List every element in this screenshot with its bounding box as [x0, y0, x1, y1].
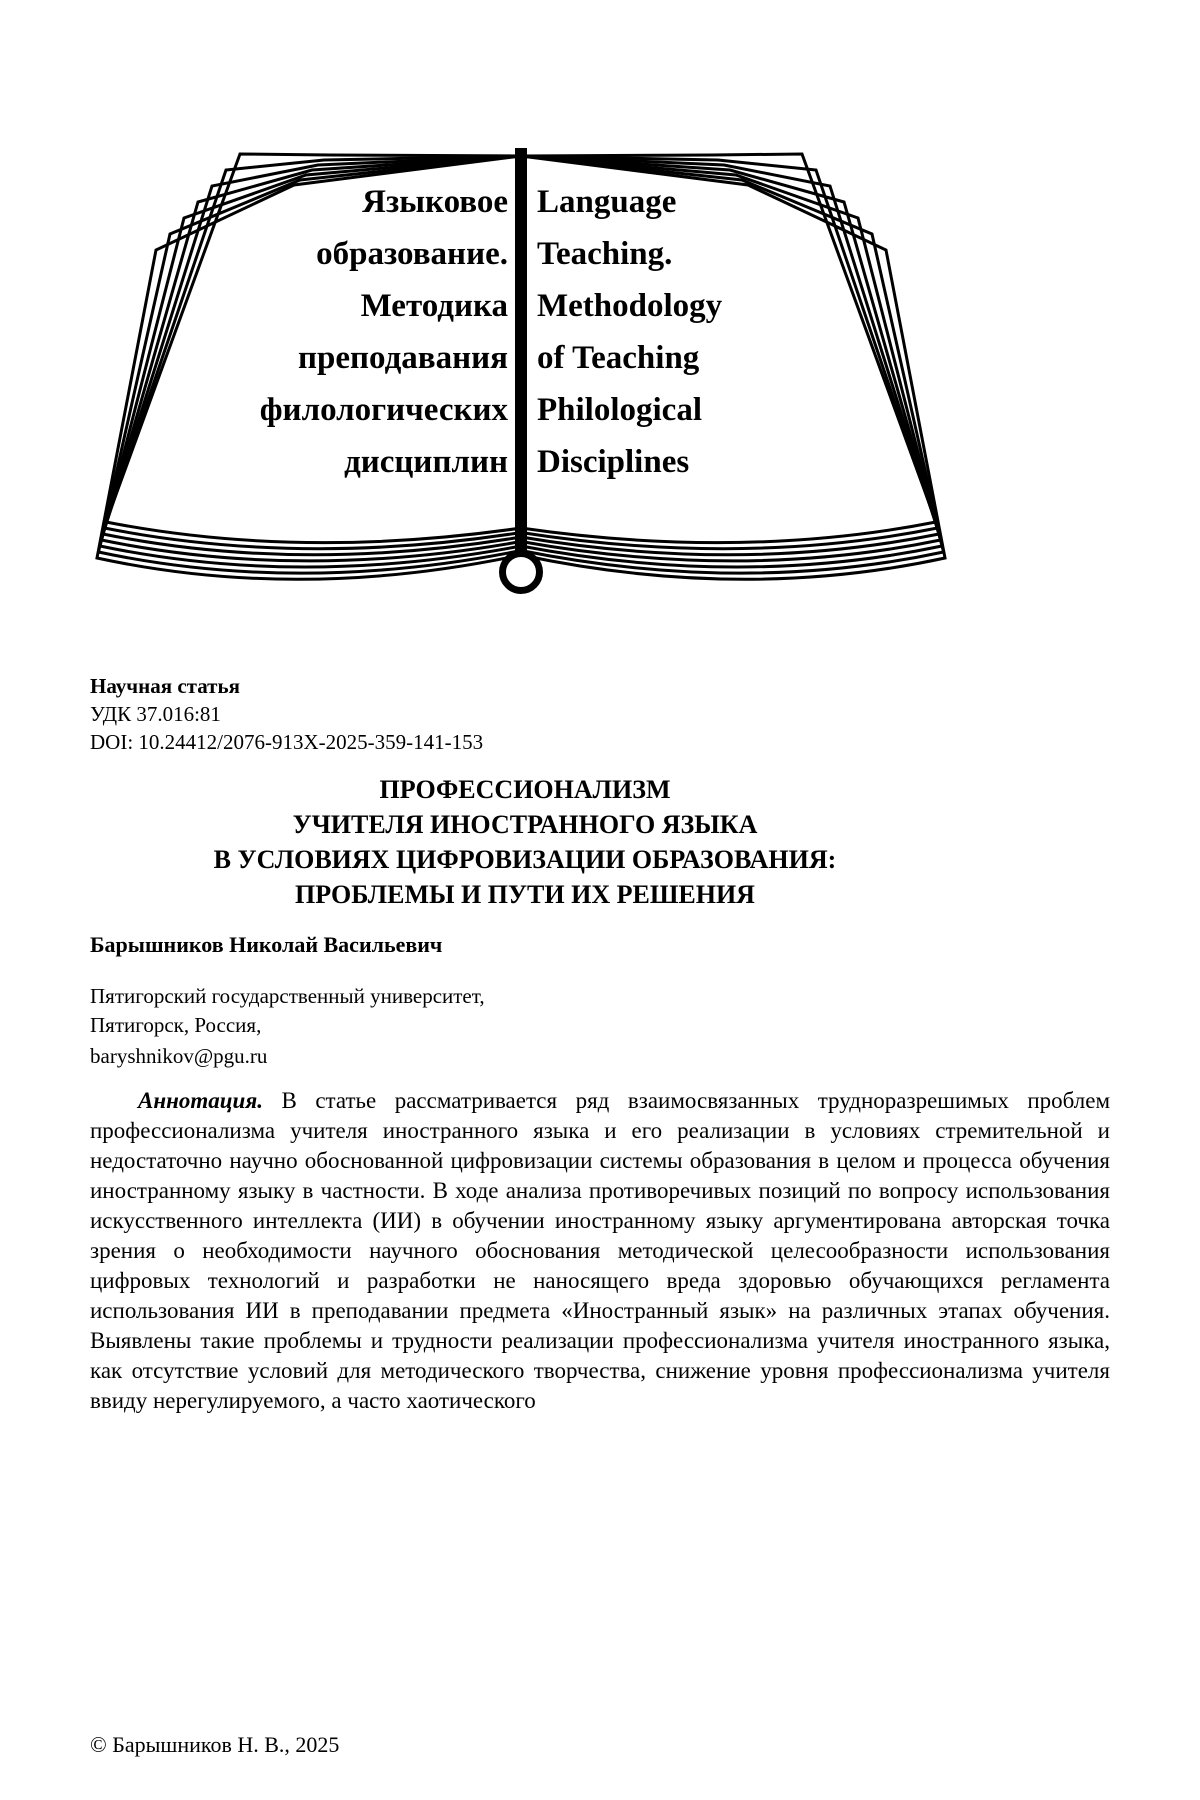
article-type-label: Научная статья — [90, 674, 240, 698]
affiliation-line: Пятигорск, Россия, — [90, 1013, 262, 1037]
article-title-line: В УСЛОВИЯХ ЦИФРОВИЗАЦИИ ОБРАЗОВАНИЯ: — [213, 845, 837, 874]
author-affiliation — [90, 982, 485, 1040]
udc-code: УДК 37.016:81 — [90, 702, 221, 726]
section-title-line: Методика — [360, 288, 508, 324]
article-title-line: УЧИТЕЛЯ ИНОСТРАННОГО ЯЗЫКА — [292, 810, 758, 839]
section-title-line: дисциплин — [344, 444, 508, 480]
article-title-line: ПРОБЛЕМЫ И ПУТИ ИХ РЕШЕНИЯ — [295, 880, 755, 909]
section-title-line: преподавания — [298, 340, 508, 376]
section-title-line: образование. — [316, 236, 508, 272]
abstract — [90, 1086, 1110, 1416]
author-email: baryshnikov@pgu.ru — [90, 1044, 268, 1068]
section-banner — [90, 140, 950, 610]
section-title-line: Methodology — [537, 288, 723, 324]
article-title-line: ПРОФЕССИОНАЛИЗМ — [379, 775, 671, 804]
article-meta — [90, 672, 483, 756]
section-title-russian — [90, 176, 508, 488]
abstract-label: Аннотация. — [138, 1088, 263, 1113]
section-title-line: Языковое — [362, 184, 508, 220]
section-title-line: Language — [537, 184, 677, 220]
article-title — [90, 772, 960, 912]
affiliation-line: Пятигорский государственный университет, — [90, 984, 485, 1008]
doi-code: DOI: 10.24412/2076-913X-2025-359-141-153 — [90, 730, 484, 754]
section-title-line: Disciplines — [537, 444, 690, 480]
section-title-line: филологических — [259, 392, 508, 428]
section-title-english — [537, 176, 937, 488]
section-title-line: Philological — [537, 392, 702, 428]
section-title-line: Teaching. — [537, 236, 673, 272]
abstract-text: В статье рассматривается ряд взаимосвязанных трудноразрешимых проблем профессионализма учителя иностранного языка и его реализации в условиях стремительной и недостаточно научно обоснованной цифровизации системы образования в целом и процесса обучения иностранному языку в частности. В ходе анализа противоречивых позиций по вопросу использования искусственного интеллекта (ИИ) в обучении иностранному языку аргументирована авторская точка зрения о необходимости научного обоснования методической целесообразности использования цифровых технологий и разработки не наносящего вреда здоровью обучающихся регламента использования ИИ в преподавании предмета «Иностранный язык» на различных этапах обучения. Выявлены такие проблемы и трудности реализации профессионализма учителя иностранного языка, как отсутствие условий для методического творчества, снижение уровня профессионализма учителя ввиду нерегулируемого, а часто хаотического — [90, 1088, 1111, 1413]
author-name: Барышников Николай Васильевич — [90, 932, 443, 957]
section-title-line: of Teaching — [537, 340, 700, 376]
copyright-notice: © Барышников Н. В., 2025 — [90, 1732, 340, 1757]
